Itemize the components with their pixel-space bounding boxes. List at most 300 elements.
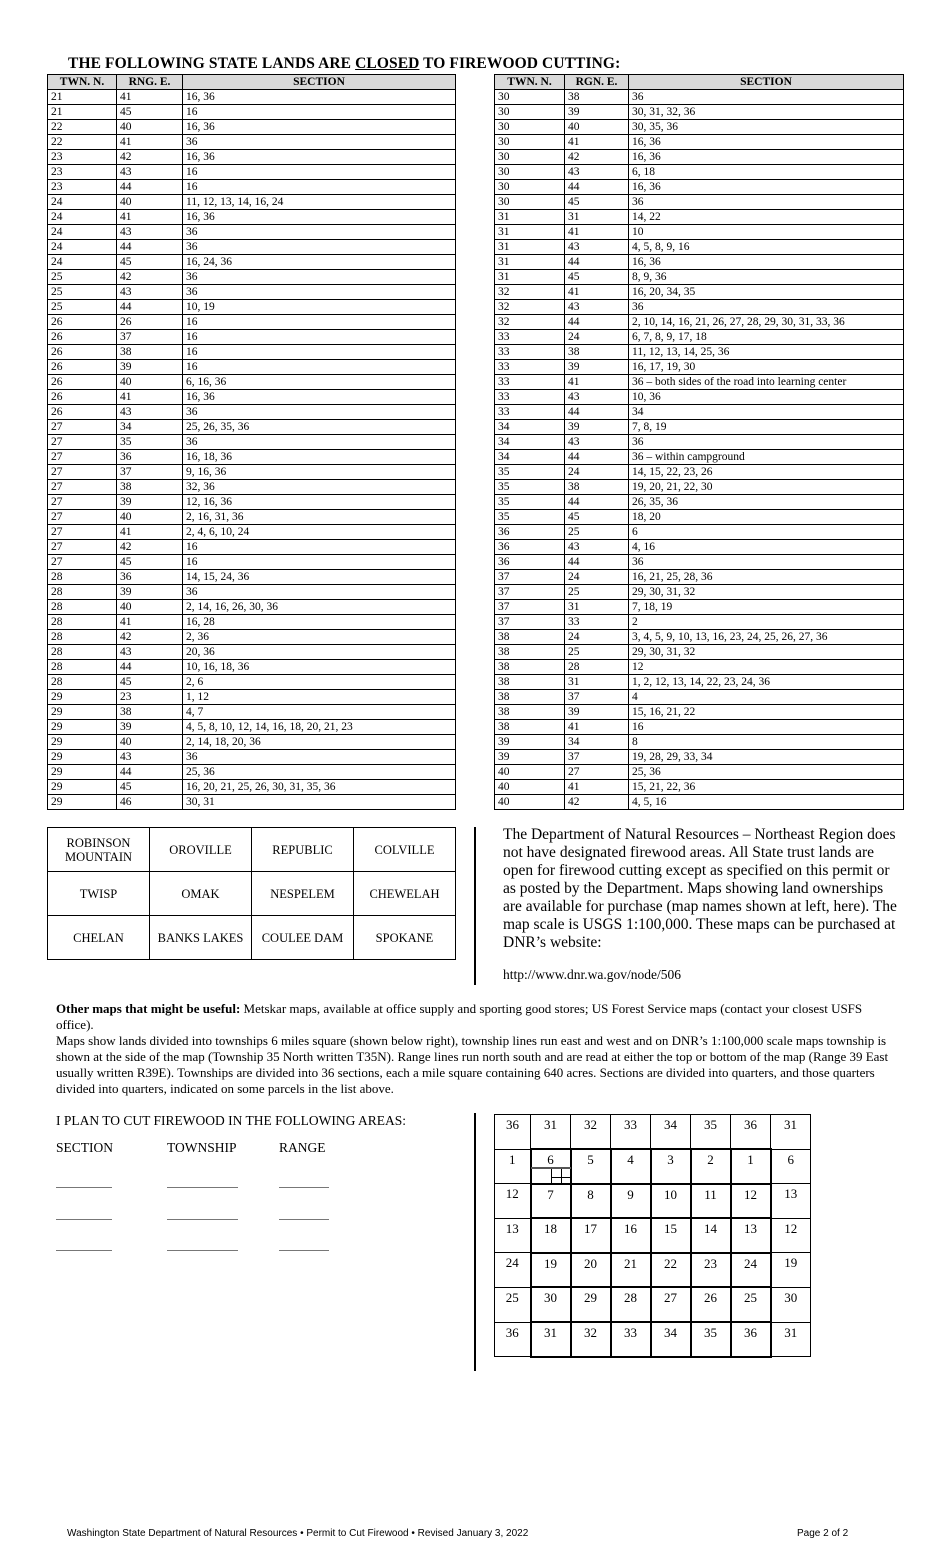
table-row: [48, 225, 456, 240]
table-row: [48, 135, 456, 150]
township-cell: 27: [48, 555, 117, 570]
section-cell: 36: [183, 285, 456, 300]
range-cell: 37: [117, 465, 183, 480]
range-cell: 42: [565, 795, 629, 810]
range-cell: 38: [117, 345, 183, 360]
section-number-cell: 4: [611, 1149, 651, 1184]
township-cell: 35: [495, 495, 565, 510]
table-row: [495, 600, 904, 615]
range-cell: 45: [565, 270, 629, 285]
section-cell: 25, 26, 35, 36: [183, 420, 456, 435]
range-cell: 42: [117, 150, 183, 165]
range-cell: 41: [117, 135, 183, 150]
section-cell: 16: [183, 315, 456, 330]
township-cell: 27: [48, 450, 117, 465]
table-row: [48, 390, 456, 405]
map-name-cell: OMAK: [150, 872, 252, 916]
section-number-cell: 13: [495, 1218, 531, 1253]
township-cell: 33: [495, 375, 565, 390]
section-field-1[interactable]: [56, 1187, 112, 1188]
table-row: [495, 675, 904, 690]
section-cell: 16: [183, 345, 456, 360]
map-name-cell: SPOKANE: [354, 916, 456, 960]
map-name-cell: CHELAN: [48, 916, 150, 960]
range-cell: 42: [117, 270, 183, 285]
range-cell: 40: [565, 120, 629, 135]
section-number-cell: 20: [571, 1253, 611, 1288]
table-row: [495, 105, 904, 120]
table-row: [48, 435, 456, 450]
range-cell: 44: [117, 765, 183, 780]
section-number-cell: 25: [495, 1287, 531, 1322]
section-cell: 16, 36: [629, 150, 904, 165]
section-number-cell: 26: [691, 1287, 731, 1322]
plan-heading: I PLAN TO CUT FIREWOOD IN THE FOLLOWING AREAS:: [56, 1113, 406, 1128]
section-cell: 30, 31: [183, 795, 456, 810]
section-cell: 14, 15, 22, 23, 26: [629, 465, 904, 480]
range-cell: 43: [565, 390, 629, 405]
range-cell: 41: [565, 375, 629, 390]
range-cell: 39: [565, 420, 629, 435]
grid-row: [495, 1253, 811, 1288]
township-cell: 38: [495, 660, 565, 675]
section-number-cell: 12: [731, 1184, 771, 1219]
range-cell: 43: [117, 225, 183, 240]
section-cell: 16: [183, 330, 456, 345]
section-number-cell: 13: [771, 1184, 811, 1219]
township-cell: 26: [48, 390, 117, 405]
map-row: [48, 872, 456, 916]
section-number-cell: 12: [495, 1184, 531, 1219]
township-cell: 37: [495, 585, 565, 600]
range-cell: 27: [565, 765, 629, 780]
township-cell: 24: [48, 240, 117, 255]
section-cell: 34: [629, 405, 904, 420]
township-cell: 37: [495, 600, 565, 615]
page-title: THE FOLLOWING STATE LANDS ARE CLOSED TO FIREWOOD CUTTING:: [68, 55, 621, 72]
section-cell: 25, 36: [183, 765, 456, 780]
map-name-cell: NESPELEM: [252, 872, 354, 916]
township-cell: 34: [495, 420, 565, 435]
section-cell: 2, 6: [183, 675, 456, 690]
township-cell: 26: [48, 375, 117, 390]
map-row: [48, 916, 456, 960]
table-row: [48, 675, 456, 690]
range-cell: 43: [117, 750, 183, 765]
range-cell: 43: [117, 645, 183, 660]
township-cell: 24: [48, 255, 117, 270]
township-cell: 33: [495, 390, 565, 405]
range-cell: 39: [117, 585, 183, 600]
township-cell: 30: [495, 105, 565, 120]
table-row: [48, 405, 456, 420]
township-cell: 29: [48, 735, 117, 750]
section-cell: 16: [183, 540, 456, 555]
section-cell: 2, 10, 14, 16, 21, 26, 27, 28, 29, 30, 31, 33, 36: [629, 315, 904, 330]
township-cell: 27: [48, 420, 117, 435]
table-row: [495, 450, 904, 465]
section-cell: 16, 24, 36: [183, 255, 456, 270]
range-cell: 24: [565, 630, 629, 645]
section-number-cell: 12: [771, 1218, 811, 1253]
other-maps-paragraph: Other maps that might be useful: Metskar maps, available at office supply and sporting good stores; US Forest Service maps (contact your closest USFS office). Maps show lands divided into townships 6 miles square (shown below right), township lines run east and west and on DNR’s 1:100,000 scale maps township is shown at the side of the map (Township 35 North written T35N). Range lines run north south and are read at either the top or bottom of the map (Range 39 East usually written R39E). Townships are divided into 36 sections, each a mile square containing 640 acres. Sections are divided into quarters, and those quarters divided into quarters, indicated on some parcels in the list above.: [56, 1001, 889, 1096]
section-number-cell: 30: [531, 1287, 571, 1322]
table-header-row: [495, 75, 904, 90]
section-number-cell: 9: [611, 1184, 651, 1219]
township-cell: 33: [495, 345, 565, 360]
range-cell: 28: [565, 660, 629, 675]
section-number-cell: 25: [731, 1287, 771, 1322]
range-cell: 42: [117, 630, 183, 645]
table-row: [495, 705, 904, 720]
township-cell: 26: [48, 330, 117, 345]
section-cell: 4, 5, 16: [629, 795, 904, 810]
township-cell: 30: [495, 135, 565, 150]
section-cell: 3, 4, 5, 9, 10, 13, 16, 23, 24, 25, 26, 27, 36: [629, 630, 904, 645]
table-row: [495, 375, 904, 390]
section-number-cell: 28: [611, 1287, 651, 1322]
township-cell: 39: [495, 750, 565, 765]
table-row: [48, 510, 456, 525]
closed-emphasis: CLOSED: [355, 55, 420, 72]
range-cell: 41: [565, 285, 629, 300]
dnr-website-link[interactable]: http://www.dnr.wa.gov/node/506: [503, 967, 681, 982]
dnr-info-text: The Department of Natural Resources – Northeast Region does not have designated firewood areas. All State trust lands are open for firewood cutting except as specified on this permit or as posted by the Department. Maps showing land ownerships are available for purchase (map names shown at left, here). The map scale is USGS 1:100,000. These maps can be purchased at DNR’s website:: [503, 826, 897, 951]
section-cell: 9, 16, 36: [183, 465, 456, 480]
township-field-2[interactable]: [167, 1219, 238, 1220]
section-number-cell: 33: [611, 1322, 651, 1357]
section-number-cell: 10: [651, 1184, 691, 1219]
table-row: [48, 450, 456, 465]
table-row: [48, 375, 456, 390]
township-cell: 35: [495, 480, 565, 495]
table-row: [495, 330, 904, 345]
township-cell: 26: [48, 360, 117, 375]
grid-row: [495, 1287, 811, 1322]
section-number-cell: 5: [571, 1149, 611, 1184]
section-cell: 15, 21, 22, 36: [629, 780, 904, 795]
table-row: [48, 120, 456, 135]
map-name-cell: BANKS LAKES: [150, 916, 252, 960]
range-cell: 40: [117, 375, 183, 390]
section-cell: 32, 36: [183, 480, 456, 495]
township-cell: 22: [48, 120, 117, 135]
section-cell: 6, 18: [629, 165, 904, 180]
range-cell: 41: [565, 780, 629, 795]
range-cell: 41: [117, 210, 183, 225]
township-explanation: Maps show lands divided into townships 6 miles square (shown below right), township lines run east and west and on DNR’s 1:100,000 scale maps township is shown at the side of the map (Township 35 North written T35N). Range lines run north south and are read at either the top or bottom of the map (Range 39 East usually written R39E). Townships are divided into 36 sections, each a mile square containing 640 acres. Sections are divided into quarters, and those quarters divided into quarters, indicated on some parcels in the list above.: [56, 1033, 889, 1096]
township-cell: 31: [495, 255, 565, 270]
table-row: [495, 615, 904, 630]
section-cell: 16: [183, 165, 456, 180]
section-number-cell: 31: [771, 1115, 811, 1150]
township-cell: 35: [495, 465, 565, 480]
range-cell: 24: [565, 570, 629, 585]
township-cell: 28: [48, 675, 117, 690]
table-row: [48, 570, 456, 585]
map-name-cell: TWISP: [48, 872, 150, 916]
section-cell: 12, 16, 36: [183, 495, 456, 510]
section-field-2[interactable]: [56, 1219, 112, 1220]
section-cell: 30, 31, 32, 36: [629, 105, 904, 120]
table-row: [495, 495, 904, 510]
section-cell: 2, 16, 31, 36: [183, 510, 456, 525]
section-number-cell: 18: [531, 1218, 571, 1253]
table-row: [495, 630, 904, 645]
table-row: [495, 285, 904, 300]
section-cell: 36: [183, 585, 456, 600]
township-cell: 27: [48, 495, 117, 510]
table-row: [495, 570, 904, 585]
range-cell: 40: [117, 195, 183, 210]
section-cell: 16, 18, 36: [183, 450, 456, 465]
table-row: [48, 240, 456, 255]
section-cell: 2, 14, 18, 20, 36: [183, 735, 456, 750]
section-cell: 29, 30, 31, 32: [629, 645, 904, 660]
table-row: [495, 465, 904, 480]
range-cell: 44: [117, 240, 183, 255]
table-row: [495, 150, 904, 165]
section-cell: 16, 21, 25, 28, 36: [629, 570, 904, 585]
plan-col-range: RANGE: [279, 1140, 326, 1155]
range-cell: 25: [565, 585, 629, 600]
range-cell: 37: [117, 330, 183, 345]
table-row: [48, 105, 456, 120]
section-number-cell: 23: [691, 1253, 731, 1288]
table-row: [495, 750, 904, 765]
section-number-cell: 21: [611, 1253, 651, 1288]
section-cell: 4, 7: [183, 705, 456, 720]
township-cell: 32: [495, 285, 565, 300]
township-cell: 29: [48, 780, 117, 795]
range-cell: 45: [117, 555, 183, 570]
section-cell: 36: [629, 435, 904, 450]
township-cell: 29: [48, 765, 117, 780]
table-row: [48, 750, 456, 765]
section-cell: 14, 15, 24, 36: [183, 570, 456, 585]
township-cell: 27: [48, 480, 117, 495]
table-row: [48, 735, 456, 750]
range-field-2[interactable]: [279, 1219, 329, 1220]
map-name-cell: COULEE DAM: [252, 916, 354, 960]
range-cell: 24: [565, 330, 629, 345]
section-cell: 4: [629, 690, 904, 705]
section-cell: 36: [629, 195, 904, 210]
table-row: [48, 150, 456, 165]
plan-col-section: SECTION: [56, 1140, 113, 1155]
range-cell: 44: [565, 555, 629, 570]
range-cell: 45: [117, 105, 183, 120]
divider-line: [474, 1113, 476, 1371]
section-cell: 36: [629, 555, 904, 570]
table-row: [495, 165, 904, 180]
township-cell: 29: [48, 720, 117, 735]
section-cell: 16: [183, 555, 456, 570]
range-cell: 44: [117, 300, 183, 315]
township-cell: 25: [48, 285, 117, 300]
section-cell: 16, 28: [183, 615, 456, 630]
section-cell: 18, 20: [629, 510, 904, 525]
section-cell: 16, 36: [629, 255, 904, 270]
section-cell: 20, 36: [183, 645, 456, 660]
section-number-cell: 36: [495, 1322, 531, 1357]
section-cell: 16, 20, 34, 35: [629, 285, 904, 300]
section-cell: 16: [629, 720, 904, 735]
section-cell: 6: [629, 525, 904, 540]
section-cell: 36: [183, 225, 456, 240]
table-row: [495, 315, 904, 330]
table-row: [495, 210, 904, 225]
range-cell: 37: [565, 690, 629, 705]
closed-lands-table-right: [494, 74, 904, 810]
township-cell: 29: [48, 705, 117, 720]
section-number-cell: 16: [611, 1218, 651, 1253]
township-cell: 28: [48, 630, 117, 645]
township-cell: 27: [48, 525, 117, 540]
section-number-cell: 6: [531, 1149, 571, 1184]
range-cell: 31: [565, 210, 629, 225]
section-cell: 2: [629, 615, 904, 630]
table-row: [48, 705, 456, 720]
township-cell: 30: [495, 165, 565, 180]
township-cell: 25: [48, 300, 117, 315]
section-number-cell: 8: [571, 1184, 611, 1219]
table-row: [48, 600, 456, 615]
table-row: [495, 195, 904, 210]
section-number-cell: 34: [651, 1322, 691, 1357]
section-cell: 25, 36: [629, 765, 904, 780]
section-cell: 6, 7, 8, 9, 17, 18: [629, 330, 904, 345]
footer-text: Washington State Department of Natural Resources • Permit to Cut Firewood • Revised January 3, 2022: [67, 1528, 529, 1539]
township-cell: 28: [48, 615, 117, 630]
range-cell: 26: [117, 315, 183, 330]
range-cell: 43: [565, 435, 629, 450]
table-row: [495, 510, 904, 525]
table-row: [48, 285, 456, 300]
table-row: [495, 795, 904, 810]
section-cell: 12: [629, 660, 904, 675]
table-row: [495, 555, 904, 570]
section-cell: 36: [183, 405, 456, 420]
section-number-cell: 2: [691, 1149, 731, 1184]
section-cell: 19, 20, 21, 22, 30: [629, 480, 904, 495]
township-cell: 31: [495, 225, 565, 240]
range-cell: 38: [565, 345, 629, 360]
section-number-cell: 7: [531, 1184, 571, 1219]
section-cell: 16, 36: [629, 180, 904, 195]
table-row: [495, 240, 904, 255]
range-field-3[interactable]: [279, 1250, 329, 1251]
table-row: [495, 90, 904, 105]
range-cell: 39: [117, 495, 183, 510]
table-row: [48, 780, 456, 795]
township-field-3[interactable]: [167, 1250, 238, 1251]
section-cell: 8, 9, 36: [629, 270, 904, 285]
section-cell: 36 – within campground: [629, 450, 904, 465]
range-cell: 44: [565, 315, 629, 330]
section-number-cell: 19: [771, 1253, 811, 1288]
grid-row: [495, 1149, 811, 1184]
section-cell: 36: [183, 750, 456, 765]
range-cell: 40: [117, 120, 183, 135]
table-row: [48, 540, 456, 555]
range-cell: 46: [117, 795, 183, 810]
range-cell: 39: [565, 360, 629, 375]
section-cell: 2, 4, 6, 10, 24: [183, 525, 456, 540]
section-cell: 6, 16, 36: [183, 375, 456, 390]
range-cell: 39: [565, 105, 629, 120]
section-number-cell: 19: [531, 1253, 571, 1288]
range-cell: 41: [565, 135, 629, 150]
section-number-cell: 17: [571, 1218, 611, 1253]
township-cell: 23: [48, 165, 117, 180]
table-row: [48, 720, 456, 735]
range-cell: 36: [117, 450, 183, 465]
grid-row: [495, 1322, 811, 1357]
range-cell: 40: [117, 600, 183, 615]
range-cell: 43: [117, 285, 183, 300]
range-cell: 44: [565, 450, 629, 465]
township-cell: 24: [48, 225, 117, 240]
range-cell: 44: [565, 405, 629, 420]
range-cell: 39: [117, 360, 183, 375]
township-cell: 26: [48, 315, 117, 330]
grid-row: [495, 1115, 811, 1150]
township-cell: 28: [48, 645, 117, 660]
table-row: [495, 645, 904, 660]
grid-row: [495, 1184, 811, 1219]
plan-col-township: TOWNSHIP: [167, 1140, 237, 1155]
township-cell: 23: [48, 180, 117, 195]
map-name-cell: OROVILLE: [150, 828, 252, 872]
section-cell: 2, 14, 16, 26, 30, 36: [183, 600, 456, 615]
section-cell: 10, 16, 18, 36: [183, 660, 456, 675]
section-cell: 4, 5, 8, 9, 16: [629, 240, 904, 255]
table-row: [495, 525, 904, 540]
section-cell: 7, 18, 19: [629, 600, 904, 615]
township-cell: 38: [495, 630, 565, 645]
township-cell: 29: [48, 690, 117, 705]
table-row: [48, 210, 456, 225]
section-cell: 2, 36: [183, 630, 456, 645]
township-cell: 28: [48, 600, 117, 615]
table-row: [48, 345, 456, 360]
section-cell: 16, 36: [183, 150, 456, 165]
table-row: [495, 300, 904, 315]
township-cell: 26: [48, 345, 117, 360]
section-cell: 7, 8, 19: [629, 420, 904, 435]
township-cell: 34: [495, 450, 565, 465]
section-cell: 36 – both sides of the road into learning center: [629, 375, 904, 390]
section-field-3[interactable]: [56, 1250, 112, 1251]
section-cell: 36: [183, 270, 456, 285]
township-cell: 38: [495, 675, 565, 690]
range-cell: 39: [565, 705, 629, 720]
township-field-1[interactable]: [167, 1187, 238, 1188]
range-cell: 43: [565, 240, 629, 255]
table-row: [48, 180, 456, 195]
section-number-cell: 1: [731, 1149, 771, 1184]
map-row: [48, 828, 456, 872]
township-cell: 30: [495, 120, 565, 135]
section-cell: 36: [183, 240, 456, 255]
township-cell: 37: [495, 615, 565, 630]
township-cell: 21: [48, 105, 117, 120]
range-field-1[interactable]: [279, 1187, 329, 1188]
township-cell: 32: [495, 300, 565, 315]
township-cell: 21: [48, 90, 117, 105]
township-cell: 38: [495, 705, 565, 720]
